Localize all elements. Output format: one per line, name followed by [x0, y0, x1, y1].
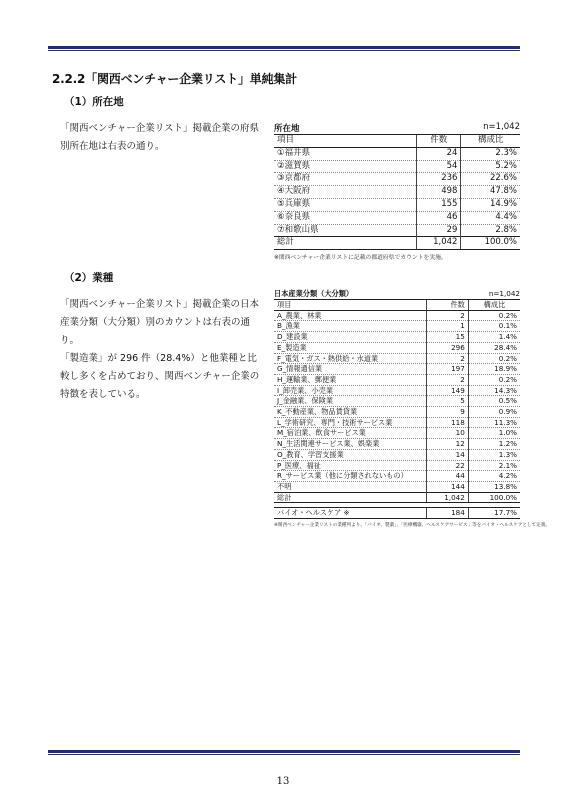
table-total-row: [274, 237, 520, 250]
industry-table: [274, 299, 520, 519]
row-count: 29: [417, 224, 461, 237]
header-ratio: 構成比: [461, 135, 520, 148]
table-total-row: [274, 492, 520, 503]
table-row: [274, 364, 520, 375]
bio-count: 184: [427, 508, 469, 519]
total-count: 1,042: [417, 237, 461, 250]
section-title: 2.2.2「関西ベンチャー企業リスト」単純集計: [52, 72, 297, 86]
header-count: 件数: [417, 135, 461, 148]
table-row: [274, 321, 520, 332]
location-table-block: [274, 122, 520, 261]
row-count: 144: [427, 481, 469, 492]
row-count: 296: [427, 342, 469, 353]
row-item: ⑤兵庫県: [274, 198, 417, 211]
row-ratio: 11.3%: [468, 417, 520, 428]
table-row: [274, 173, 520, 186]
row-ratio: 0.1%: [468, 321, 520, 332]
row-ratio: 0.2%: [468, 353, 520, 364]
table-row: [274, 428, 520, 439]
footer-rule: [48, 750, 520, 753]
row-count: 54: [417, 160, 461, 173]
table-row: [274, 342, 520, 353]
table-row: [274, 481, 520, 492]
table-row: [274, 211, 520, 224]
bio-label: バイオ・ヘルスケア ※: [274, 508, 427, 519]
page-number: 13: [276, 776, 290, 787]
row-item: M_宿泊業、飲食サービス業: [274, 428, 427, 439]
location-table-caption: 所在地: [274, 124, 300, 134]
row-count: 118: [427, 417, 469, 428]
row-count: 46: [417, 211, 461, 224]
row-item: R_サービス業（他に分類されないもの）: [274, 471, 427, 482]
table-row: [274, 471, 520, 482]
table-row: [274, 224, 520, 237]
row-item: B_漁業: [274, 321, 427, 332]
row-item: E_製造業: [274, 342, 427, 353]
row-item: K_不動産業、物品賃貸業: [274, 407, 427, 418]
bio-ratio: 17.7%: [468, 508, 520, 519]
row-count: 44: [427, 471, 469, 482]
table-row: [274, 460, 520, 471]
table-row: [274, 332, 520, 343]
row-item: ⑦和歌山県: [274, 224, 417, 237]
subsection-location-title: （1）所在地: [64, 96, 124, 108]
location-paragraph: 「関西ベンチャー企業リスト」掲載企業の府県別所在地は右表の通り。: [60, 123, 260, 152]
row-ratio: 2.8%: [461, 224, 520, 237]
row-item: ③京都府: [274, 173, 417, 186]
row-ratio: 28.4%: [468, 342, 520, 353]
row-ratio: 13.8%: [468, 481, 520, 492]
total-ratio: 100.0%: [468, 492, 520, 503]
industry-paragraph-1: 「関西ベンチャー企業リスト」掲載企業の日本産業分類（大分類）別のカウントは右表の通り。: [60, 299, 260, 346]
row-item: F_電気・ガス・熱供給・水道業: [274, 353, 427, 364]
row-count: 155: [417, 198, 461, 211]
row-count: 197: [427, 364, 469, 375]
row-item: 不明: [274, 481, 427, 492]
table-row: [274, 160, 520, 173]
row-count: 24: [417, 147, 461, 160]
header-rule: [48, 46, 520, 49]
industry-paragraph: [60, 296, 266, 404]
row-count: 14: [427, 449, 469, 460]
row-item: H_運輸業、郵便業: [274, 374, 427, 385]
table-row: [274, 186, 520, 199]
row-item: N_生活関連サービス業、娯楽業: [274, 439, 427, 450]
row-count: 498: [417, 186, 461, 199]
row-item: ④大阪府: [274, 186, 417, 199]
header-count: 件数: [427, 300, 469, 311]
row-count: 9: [427, 407, 469, 418]
table-header-row: [274, 300, 520, 311]
industry-table-caption: 日本産業分類（大分類）: [274, 289, 354, 298]
industry-table-note: ※関西ベンチャー企業リストの業種列より、「バイオ、製薬」、「医療機器、ヘルスケアサービス」等をバイオ・ヘルスケアとして定義。: [274, 523, 550, 529]
row-ratio: 0.9%: [468, 407, 520, 418]
row-item: A_農業、林業: [274, 310, 427, 321]
row-count: 236: [417, 173, 461, 186]
row-ratio: 22.6%: [461, 173, 520, 186]
row-ratio: 18.9%: [468, 364, 520, 375]
row-ratio: 1.2%: [468, 439, 520, 450]
table-row: [274, 396, 520, 407]
row-count: 22: [427, 460, 469, 471]
header-ratio: 構成比: [468, 300, 520, 311]
row-ratio: 0.2%: [468, 374, 520, 385]
row-item: I_卸売業、小売業: [274, 385, 427, 396]
table-header-row: [274, 135, 520, 148]
row-item: ②滋賀県: [274, 160, 417, 173]
row-item: P_医療、福祉: [274, 460, 427, 471]
table-row: [274, 198, 520, 211]
row-count: 149: [427, 385, 469, 396]
row-ratio: 5.2%: [461, 160, 520, 173]
row-item: ⑥奈良県: [274, 211, 417, 224]
total-label: 総計: [274, 237, 417, 250]
row-item: O_教育、学習支援業: [274, 449, 427, 460]
total-ratio: 100.0%: [461, 237, 520, 250]
subsection-industry-title: （2）業種: [64, 272, 114, 284]
row-count: 15: [427, 332, 469, 343]
location-table-caption-row: [274, 122, 520, 134]
table-row: [274, 417, 520, 428]
industry-table-block: [274, 289, 550, 529]
row-item: G_情報通信業: [274, 364, 427, 375]
row-ratio: 2.3%: [461, 147, 520, 160]
table-row: [274, 385, 520, 396]
row-ratio: 14.9%: [461, 198, 520, 211]
bio-healthcare-row: [274, 508, 520, 519]
row-count: 2: [427, 310, 469, 321]
industry-table-caption-row: [274, 289, 520, 299]
row-ratio: 4.2%: [468, 471, 520, 482]
table-row: [274, 449, 520, 460]
row-ratio: 14.3%: [468, 385, 520, 396]
row-ratio: 2.1%: [468, 460, 520, 471]
row-count: 5: [427, 396, 469, 407]
row-ratio: 1.4%: [468, 332, 520, 343]
row-ratio: 1.3%: [468, 449, 520, 460]
row-count: 2: [427, 374, 469, 385]
table-row: [274, 407, 520, 418]
total-label: 総計: [274, 492, 427, 503]
table-row: [274, 439, 520, 450]
row-count: 1: [427, 321, 469, 332]
location-table-n: n=1,042: [483, 122, 520, 132]
footer-rule-thin: [48, 754, 520, 755]
table-row: [274, 353, 520, 364]
table-row: [274, 374, 520, 385]
total-count: 1,042: [427, 492, 469, 503]
row-ratio: 1.0%: [468, 428, 520, 439]
header-item: 項目: [274, 300, 427, 311]
row-ratio: 0.2%: [468, 310, 520, 321]
industry-paragraph-2: 「製造業」が 296 件（28.4%）と他業種と比較し多くを占めており、関西ベンチャー企業の特徴を表している。: [60, 353, 260, 400]
row-ratio: 0.5%: [468, 396, 520, 407]
row-count: 12: [427, 439, 469, 450]
row-count: 2: [427, 353, 469, 364]
header-rule-thin: [48, 50, 520, 51]
row-ratio: 47.8%: [461, 186, 520, 199]
industry-table-n: n=1,042: [488, 289, 520, 298]
table-row: [274, 147, 520, 160]
row-item: D_建設業: [274, 332, 427, 343]
row-item: ①福井県: [274, 147, 417, 160]
row-ratio: 4.4%: [461, 211, 520, 224]
location-table: [274, 134, 520, 250]
row-item: J_金融業、保険業: [274, 396, 427, 407]
location-table-note: ※関西ベンチャー企業リストに記載の都道府県でカウントを実施。: [274, 255, 447, 262]
row-count: 10: [427, 428, 469, 439]
table-row: [274, 310, 520, 321]
header-item: 項目: [274, 135, 417, 148]
row-item: L_学術研究、専門・技術サービス業: [274, 417, 427, 428]
